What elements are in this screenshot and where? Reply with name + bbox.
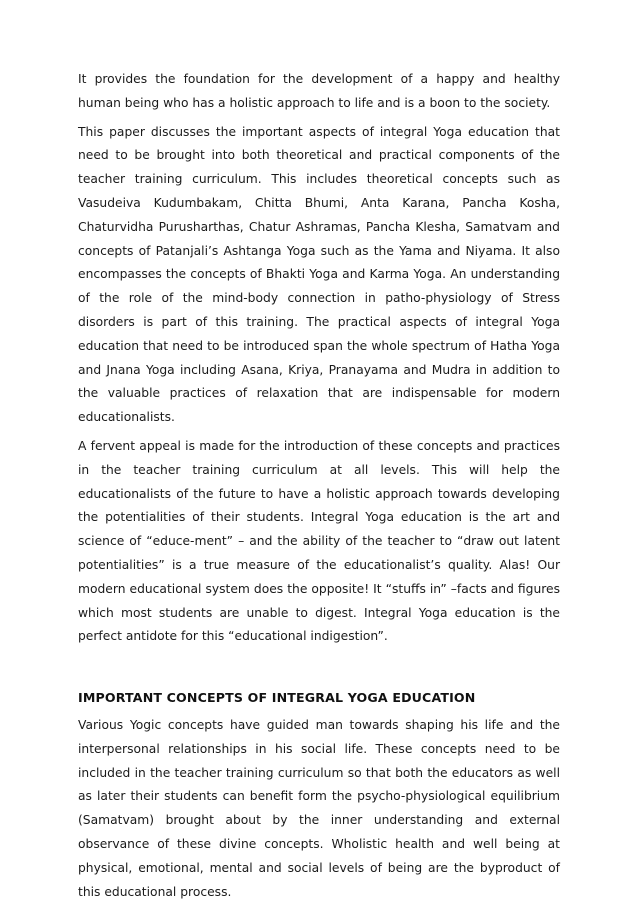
section-spacer (78, 654, 560, 686)
paragraph-foundation: It provides the foundation for the development of a happy and healthy human being who has a holistic approach to life and is a boon to the society. (78, 72, 560, 110)
paragraph-fervent-appeal: A fervent appeal is made for the introduction of these concepts and practices in the teacher training curriculum at all levels. This will help the educationalists of the future to have a holistic approach towards developing the potentialities of their students. Integral Yoga education is the art and science of “educe-ment” – and the ability of the teacher to “draw out latent potentialities” is a true measure of the educationalist’s quality. Alas! Our modern educational system does the opposite! It “stuffs in” –facts and figures which most students are unable to digest. Integral Yoga education is the perfect antidote for this “educational indigestion”. (78, 438, 560, 644)
paragraph-paper-overview: This paper discusses the important aspects of integral Yoga education that need to be brought into both theoretical and practical components of the teacher training curriculum. This includes theoretical concepts such as Vasudeiva Kudumbakam, Chitta Bhumi, Anta Karana, Pancha Kosha, Chaturvidha Purusharthas, Chatur Ashramas, Pancha Klesha, Samatvam and concepts of Patanjali’s Ashtanga Yoga such as the Yama and Niyama. It also encompasses the concepts of Bhakti Yoga and Karma Yoga. An understanding of the role of the mind-body connection in patho-physiology of Stress disorders is part of this training. The practical aspects of integral Yoga education that need to be introduced span the whole spectrum of Hatha Yoga and Jnana Yoga including Asana, Kriya, Pranayama and Mudra in addition to the valuable practices of relaxation that are indispensable for modern educationalists. (78, 124, 560, 425)
document-page (78, 68, 560, 909)
paragraph-yogic-concepts: Various Yogic concepts have guided man towards shaping his life and the interpersonal relationships in his social life. These concepts need to be included in the teacher training curriculum so that both the educators as well as later their students can benefit form the psycho-physiological equilibrium (Samatvam) brought about by the inner understanding and external observance of these divine concepts. Wholistic health and well being at physical, emotional, mental and social levels of being are the byproduct of this educational process. (78, 717, 560, 899)
section-heading: IMPORTANT CONCEPTS OF INTEGRAL YOGA EDUCATION (78, 690, 476, 706)
